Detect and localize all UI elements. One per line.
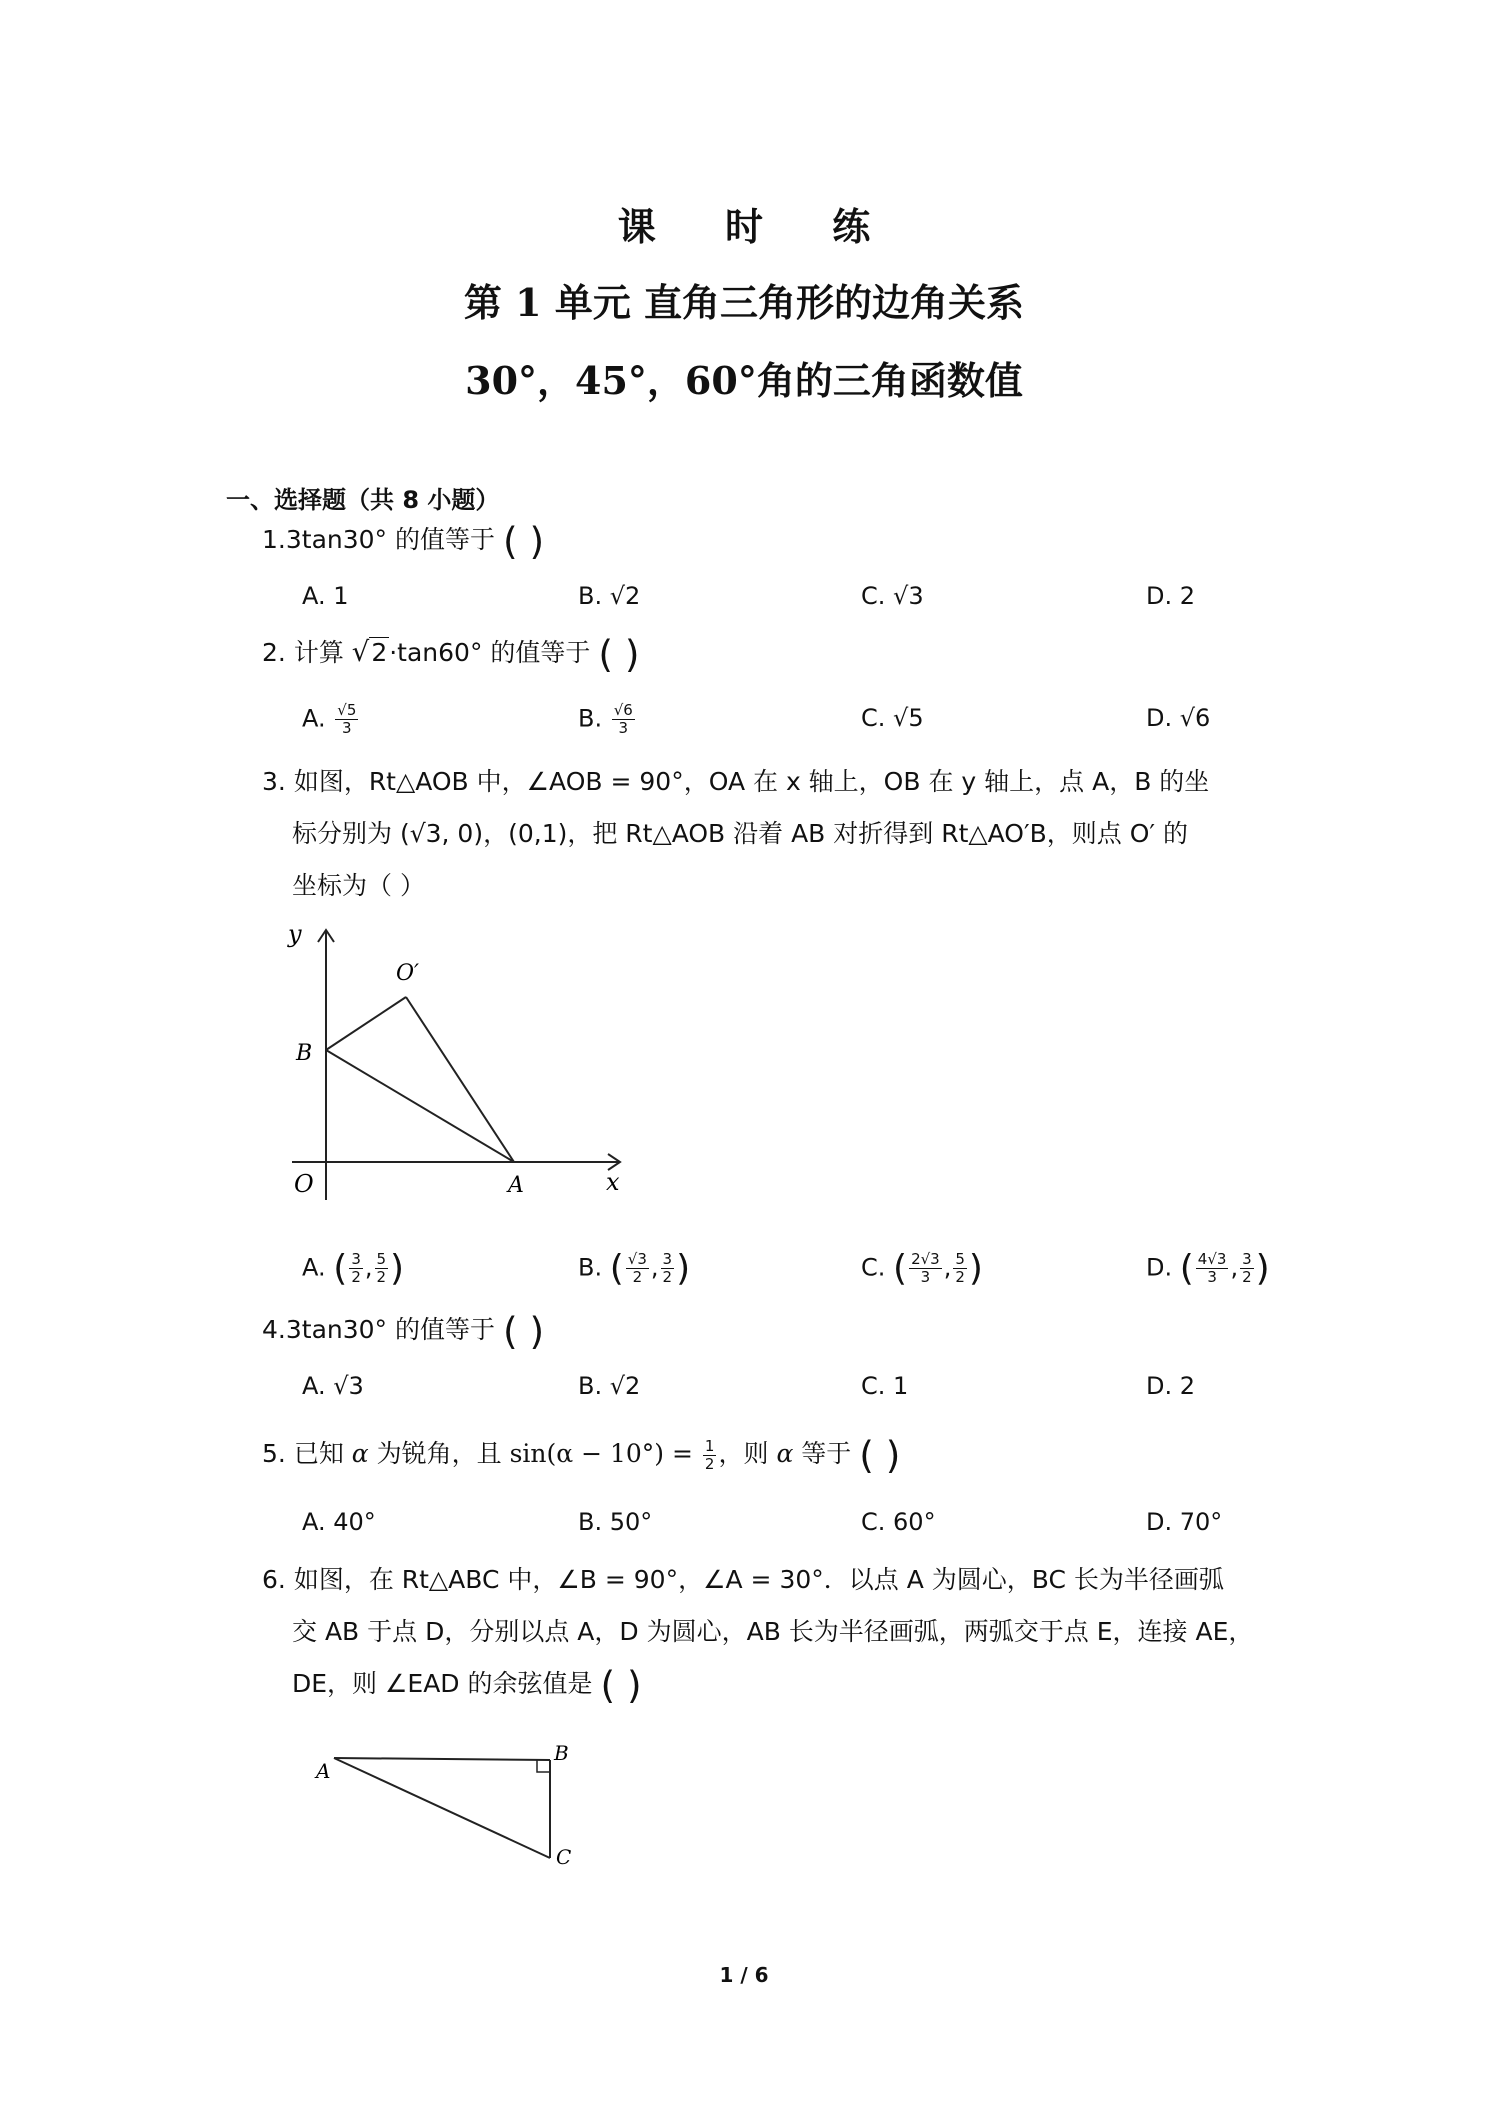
sqrt-expression: √2 (351, 636, 388, 668)
q2-option-a: A. $\frac{√5}{3}$ (302, 701, 357, 737)
segment-ac (334, 1758, 550, 1858)
question-number: 1. (262, 525, 286, 554)
q5-option-c: C. 60° (861, 1508, 936, 1536)
question-text: ，则 (718, 1439, 769, 1468)
question-number: 3. (262, 767, 286, 796)
question-expr: 3tan30° (285, 1315, 388, 1344)
answer-blank: ( ) (598, 632, 640, 676)
segment-ab (326, 1050, 514, 1162)
question-6 (262, 1554, 1272, 1711)
q2-option-b: B. $\frac{√6}{3}$ (578, 701, 633, 737)
unit-title: 第 1 单元 直角三角形的边角关系 (463, 280, 1025, 325)
question-text: 交 AB 于点 D，分别以点 A，D 为圆心，AB 长为半径画弧，两弧交于点 E，连接 AE， (292, 1617, 1254, 1646)
lesson-title: 30°，45°，60°角的三角函数值 (465, 358, 1023, 403)
label-y: y (288, 920, 302, 948)
question-expr: sin(α − 10°) = (509, 1439, 693, 1468)
question-3 (262, 756, 1272, 912)
label-b: B (554, 1741, 569, 1765)
q1-option-d: D. 2 (1146, 582, 1196, 610)
question-text: 等于 (801, 1439, 852, 1468)
question-text: 为锐角，且 (376, 1439, 502, 1468)
segment-bo-prime (326, 997, 406, 1050)
q2-option-c: C. √5 (861, 704, 924, 732)
q4-option-c: C. 1 (861, 1372, 909, 1400)
label-c: C (556, 1845, 572, 1869)
question-5: 5. 已知 α 为锐角，且 sin(α − 10°) = $\frac{1}{2}$ ，则 α 等于 ( ) (262, 1433, 901, 1477)
question-text: 已知 (293, 1439, 344, 1468)
q3-coordinate-figure (284, 920, 634, 1210)
q3-option-c: C. ( $\frac{2√3}{3}$ , $\frac{5}{2}$ ) (861, 1248, 983, 1289)
q5-option-d: D. 70° (1146, 1508, 1223, 1536)
question-number: 4. (262, 1315, 286, 1344)
q1-option-a: A. 1 (302, 582, 349, 610)
q5-option-a: A. 40° (302, 1508, 376, 1536)
question-text: 的值等于 (395, 1315, 496, 1344)
question-text: DE，则 ∠EAD 的余弦值是 (292, 1669, 593, 1698)
answer-blank: ( ) (502, 1309, 545, 1353)
question-text: 如图，Rt△AOB 中，∠AOB = 90°，OA 在 x 轴上，OB 在 y 轴上，点 A，B 的坐 (293, 767, 1210, 796)
q1-option-b: B. √2 (578, 582, 641, 610)
question-text: 的值等于 (490, 638, 591, 667)
q3-option-a: A. ( $\frac{3}{2}$ , $\frac{5}{2}$ ) (302, 1248, 405, 1289)
label-o-prime: O′ (396, 961, 420, 986)
question-expr: 3tan30° (285, 525, 388, 554)
q5-option-b: B. 50° (578, 1508, 653, 1536)
label-b: B (296, 1041, 313, 1066)
question-number: 5. (262, 1439, 286, 1468)
answer-blank: ( ) (502, 519, 545, 563)
question-expr: ·tan60° (389, 638, 483, 667)
label-x: x (606, 1168, 620, 1196)
q3-option-b: B. ( $\frac{√3}{2}$ , $\frac{3}{2}$ ) (578, 1248, 691, 1289)
segment-ab (334, 1758, 550, 1760)
answer-blank: ( ) (859, 1433, 901, 1477)
question-number: 6. (262, 1565, 286, 1594)
answer-blank: ( ) (600, 1663, 642, 1707)
variable-alpha: α (776, 1439, 794, 1468)
label-a: A (508, 1173, 524, 1198)
q4-option-b: B. √2 (578, 1372, 641, 1400)
q2-option-d: D. √6 (1146, 704, 1211, 732)
label-o: O (294, 1170, 314, 1198)
question-number: 2. (262, 638, 286, 667)
question-4 (262, 1304, 544, 1357)
question-text: 计算 (293, 638, 344, 667)
question-1 (262, 514, 544, 567)
q3-option-d: D. ( $\frac{4√3}{3}$ , $\frac{3}{2}$ ) (1146, 1248, 1270, 1289)
doc-title: 课 时 练 (617, 204, 899, 249)
label-a: A (316, 1759, 331, 1783)
question-2 (262, 626, 640, 680)
q1-option-c: C. √3 (861, 582, 924, 610)
q6-triangle-figure (310, 1740, 590, 1870)
section-title: 一、选择题（共 8 小题） (226, 486, 500, 514)
question-text: 的值等于 (395, 525, 496, 554)
variable-alpha: α (351, 1439, 369, 1468)
question-text: 标分别为 (√3, 0)，(0,1)，把 Rt△AOB 沿着 AB 对折得到 Rt△AO′B，则点 O′ 的 (292, 819, 1189, 848)
page-number: 1 / 6 (719, 1963, 769, 1987)
q4-option-a: A. √3 (302, 1372, 364, 1400)
segment-o-prime-a (406, 997, 514, 1162)
q4-option-d: D. 2 (1146, 1372, 1196, 1400)
question-text: 如图，在 Rt△ABC 中，∠B = 90°，∠A = 30°．以点 A 为圆心，BC 长为半径画弧 (293, 1565, 1224, 1594)
question-text: 坐标为（ ） (292, 871, 425, 900)
right-angle-mark (537, 1760, 550, 1772)
